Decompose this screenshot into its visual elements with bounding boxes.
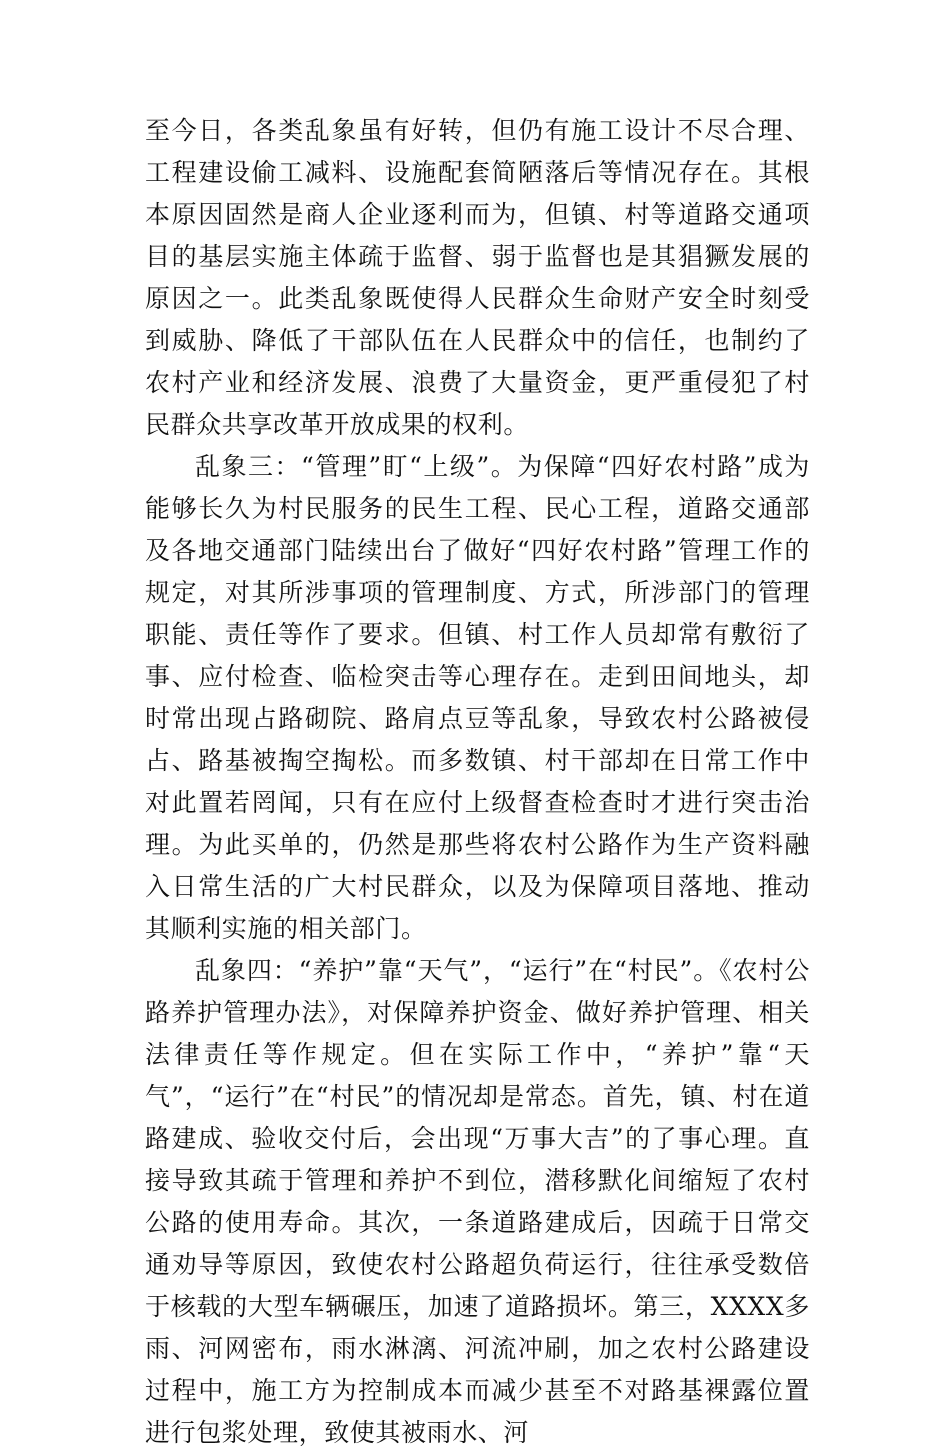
paragraph-chaos-three: 乱象三：“管理”盯“上级”。为保障“四好农村路”成为能够长久为村民服务的民生工程、民心工程，道路交通部及各地交通部门陆续出台了做好“四好农村路”管理工作的规定，对其所涉事项的管理制度、方式，所涉部门的管理职能、责任等作了要求。但镇、村工作人员却常有敷衍了事、应付检查、临检突击等心理存在。走到田间地头，却时常出现占路砌院、路肩点豆等乱象，导致农村公路被侵占、路基被掏空掏松。而多数镇、村干部却在日常工作中对此置若罔闻，只有在应付上级督查检查时才进行突击治理。为此买单的，仍然是那些将农村公路作为生产资料融入日常生活的广大村民群众，以及为保障项目落地、推动其顺利实施的相关部门。 — [145, 452, 810, 943]
paragraph-continuation: 至今日，各类乱象虽有好转，但仍有施工设计不尽合理、工程建设偷工减料、设施配套简陋落后等情况存在。其根本原因固然是商人企业逐利而为，但镇、村等道路交通项目的基层实施主体疏于监督、弱于监督也是其猖獗发展的原因之一。此类乱象既使得人民群众生命财产安全时刻受到威胁、降低了干部队伍在人民群众中的信任，也制约了农村产业和经济发展、浪费了大量资金，更严重侵犯了村民群众共享改革开放成果的权利。 — [145, 116, 810, 439]
paragraph-chaos-four: 乱象四：“养护”靠“天气”，“运行”在“村民”。《农村公路养护管理办法》，对保障养护资金、做好养护管理、相关法律责任等作规定。但在实际工作中，“养护”靠“天气”，“运行”在“村民”的情况却是常态。首先，镇、村在道路建成、验收交付后，会出现“万事大吉”的了事心理。直接导致其疏于管理和养护不到位，潜移默化间缩短了农村公路的使用寿命。其次，一条道路建成后，因疏于日常交通劝导等原因，致使农村公路超负荷运行，往往承受数倍于核载的大型车辆碾压，加速了道路损坏。第三，XXXX多雨、河网密布，雨水淋漓、河流冲刷，加之农村公路建设过程中，施工方为控制成本而减少甚至不对路基裸露位置进行包浆处理，致使其被雨水、河 — [145, 956, 810, 1447]
body-text — [145, 110, 810, 1454]
